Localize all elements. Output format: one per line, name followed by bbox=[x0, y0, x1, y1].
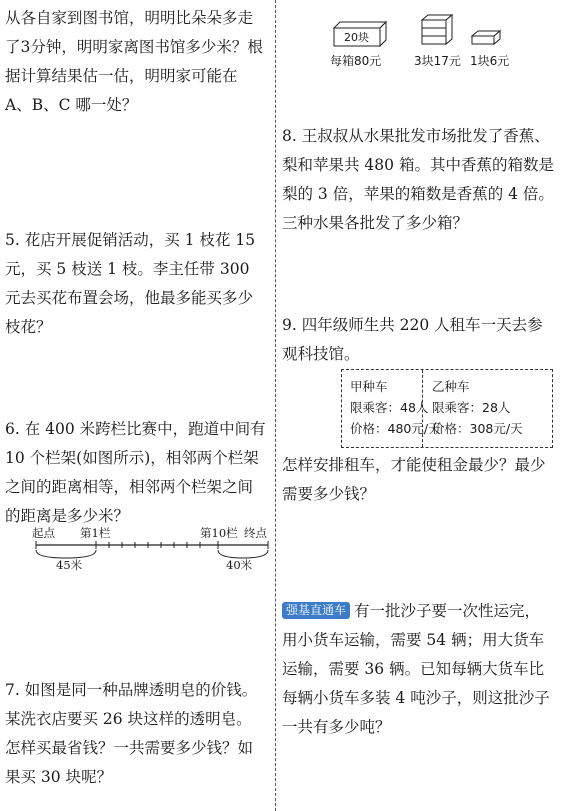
track-tenth-hurdle-label: 第10栏 bbox=[200, 526, 238, 540]
box-label: 20块 bbox=[344, 31, 369, 44]
bonus-question-text: 有一批沙子要一次性运完，用小货车运输，需要 54 辆；用大货车运输，需要 36 辆。已知每辆大货车比每辆小货车多装 4 吨沙子，则这批沙子一共有多少吨？ bbox=[282, 602, 550, 736]
box-price: 每箱80元 bbox=[330, 54, 382, 68]
column-divider bbox=[275, 0, 276, 811]
question-6: 6. 在 400 米跨栏比赛中，跑道中间有 10 个栏架(如图所示)，相邻两个栏架之间的距离相等，相邻两个栏架之间的距离是多少米？ bbox=[5, 420, 266, 525]
track-first-hurdle-label: 第1栏 bbox=[80, 526, 111, 540]
car-a-info: 甲种车 限乘客：48人 价格：480元/天 bbox=[350, 379, 441, 436]
question-5: 5. 花店开展促销活动，买 1 枝花 15 元，买 5 枝送 1 枝。李主任带 300 元去买花布置会场，他最多能买多少枝花？ bbox=[5, 231, 256, 336]
track-end-label: 终点 bbox=[244, 526, 267, 540]
question-9-ask: 怎样安排租车，才能使租金最少？最少需要多少钱？ bbox=[282, 456, 546, 503]
track-start-distance: 45米 bbox=[56, 558, 83, 572]
bonus-badge: 强基直通车 bbox=[282, 602, 350, 619]
bonus-question bbox=[282, 597, 554, 742]
question-7: 7. 如图是同一种品牌透明皂的价钱。某洗衣店要买 26 块这样的透明皂。怎样买最省钱？一共需要多少钱？如果买 30 块呢？ bbox=[5, 681, 258, 786]
track-start-label: 起点 bbox=[32, 526, 55, 540]
track-line-svg bbox=[34, 525, 272, 585]
pack-price: 3块17元 bbox=[414, 54, 461, 68]
car-rental-table bbox=[341, 369, 553, 448]
question-4-continued: 从各自家到图书馆，明明比朵朵多走了3分钟，明明家离图书馆多少米？根据计算结果估一估，明明家可能在 A、B、C 哪一处？ bbox=[5, 9, 263, 114]
question-8: 8. 王叔叔从水果批发市场批发了香蕉、梨和苹果共 480 箱。其中香蕉的箱数是梨的 3 倍，苹果的箱数是香蕉的 4 倍。三种水果各批发了多少箱？ bbox=[282, 127, 554, 232]
question-9: 9. 四年级师生共 220 人租车一天去参观科技馆。 bbox=[282, 316, 543, 363]
hurdle-track-diagram bbox=[34, 525, 272, 585]
soap-price-figure bbox=[330, 14, 550, 74]
car-b-info: 乙种车 限乘客：28人 价格：308元/天 bbox=[432, 379, 523, 436]
single-price: 1块6元 bbox=[470, 54, 510, 68]
track-end-distance: 40米 bbox=[226, 558, 253, 572]
